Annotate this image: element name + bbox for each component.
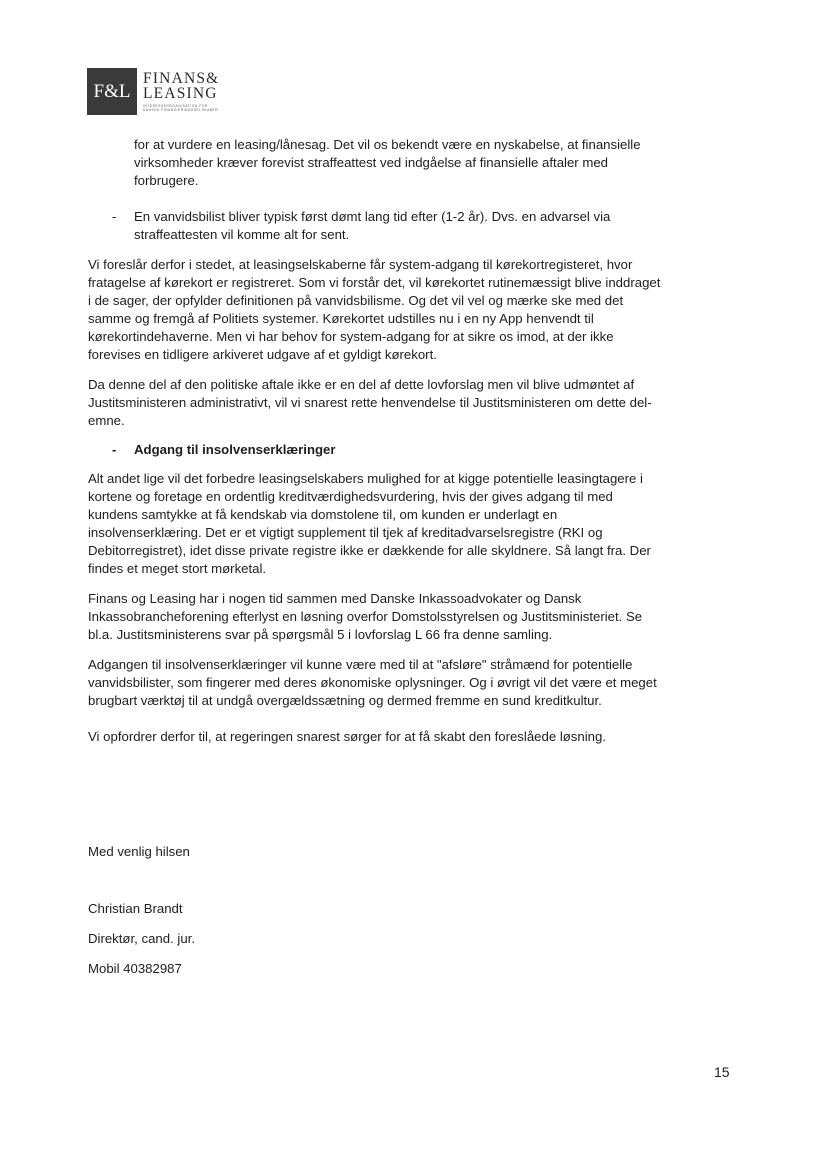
paragraph-line: findes et meget stort mørketal. (88, 561, 267, 576)
paragraph-line: insolvenserklæring. Det er et vigtigt supplement til tjek af kreditadvarselsregistre (RKI og (88, 525, 603, 540)
paragraph-line: brugbart værktøj til at undgå overgældssætning og dermed fremme en sund kreditkultur. (88, 693, 602, 708)
paragraph-line: i de sager, der opfylder definitionen på vanvidsbilisme. Og det vil vel og mærke ske med det (88, 293, 624, 308)
heading-dash: - (112, 442, 117, 457)
continuation-line: virksomheder kræver forevist straffeattest ved indgåelse af finansielle aftaler med (134, 155, 608, 170)
signatory-phone: Mobil 40382987 (88, 961, 182, 976)
signatory-name: Christian Brandt (88, 901, 183, 916)
closing-salutation: Med venlig hilsen (88, 844, 190, 859)
paragraph-line: fratagelse af kørekort er registreret. Som vi forstår det, vil kørekortet rutinemæssigt blive inddraget (88, 275, 661, 290)
paragraph-line: Vi foreslår derfor i stedet, at leasingselskaberne får system-adgang til kørekortregisteret, hvor (88, 257, 633, 272)
logo-mark: F&L (87, 68, 137, 115)
paragraph-line: Justitsministeren administrativt, vil vi snarest rette henvendelse til Justitsministeren om dette del- (88, 395, 652, 410)
bullet-dash: - (112, 209, 117, 224)
continuation-line: forbrugere. (134, 173, 199, 188)
logo-line-1: FINANS& (143, 70, 220, 87)
logo-wordmark (143, 68, 219, 115)
paragraph-line: Vi opfordrer derfor til, at regeringen snarest sørger for at få skabt den foreslåede løsning. (88, 729, 606, 744)
continuation-line: for at vurdere en leasing/lånesag. Det vil os bekendt være en nyskabelse, at finansielle (134, 137, 641, 152)
logo-subtitle-2: DANSKE FINANSIERINGSSELSKABER (143, 108, 219, 112)
paragraph-line: kortene og foretage en ordentlig kreditværdighedsvurdering, hvis der gives adgang til med (88, 489, 613, 504)
paragraph-line: Alt andet lige vil det forbedre leasingselskabers mulighed for at kigge potentielle leasingtagere i (88, 471, 643, 486)
paragraph-line: Debitorregistret), idet disse private registre ikke er dækkende for alle skyldnere. Så langt fra. Der (88, 543, 651, 558)
paragraph-line: forevises en tidligere arkiveret udgave af et gyldigt kørekort. (88, 347, 437, 362)
paragraph-line: samme og fremgå af Politiets systemer. Kørekortet udstilles nu i en ny App henvendt til (88, 311, 594, 326)
paragraph-line: Finans og Leasing har i nogen tid sammen med Danske Inkassoadvokater og Dansk (88, 591, 582, 606)
company-logo (87, 68, 219, 115)
paragraph-line: kundens samtykke at få kendskab via domstolene til, om kunden er underlagt en (88, 507, 558, 522)
paragraph-line: Inkassobrancheforening efterlyst en løsning overfor Domstolsstyrelsen og Justitsministeriet. Se (88, 609, 643, 624)
logo-line-2: LEASING (143, 85, 218, 102)
paragraph-line: kørekortindehaverne. Men vi har behov for system-adgang for at sikre os imod, at der ikke (88, 329, 614, 344)
paragraph-line: vanvidsbilister, som fingerer med deres økonomiske oplysninger. Og i øvrigt vil det være et meget (88, 675, 657, 690)
paragraph-line: Adgangen til insolvenserklæringer vil kunne være med til at "afsløre" stråmænd for potentielle (88, 657, 633, 672)
logo-subtitle-1: INTERESSEORGANISATION FOR (143, 104, 208, 108)
section-heading: Adgang til insolvenserklæringer (134, 442, 336, 457)
bullet-line: straffeattesten vil komme alt for sent. (134, 227, 350, 242)
page-number: 15 (714, 1064, 730, 1080)
bullet-line: En vanvidsbilist bliver typisk først dømt lang tid efter (1-2 år). Dvs. en advarsel via (134, 209, 611, 224)
paragraph-line: bl.a. Justitsministerens svar på spørgsmål 5 i lovforslag L 66 fra denne samling. (88, 627, 553, 642)
paragraph-line: emne. (88, 413, 125, 428)
signatory-title: Direktør, cand. jur. (88, 931, 195, 946)
paragraph-line: Da denne del af den politiske aftale ikke er en del af dette lovforslag men vil blive udmøntet af (88, 377, 635, 392)
